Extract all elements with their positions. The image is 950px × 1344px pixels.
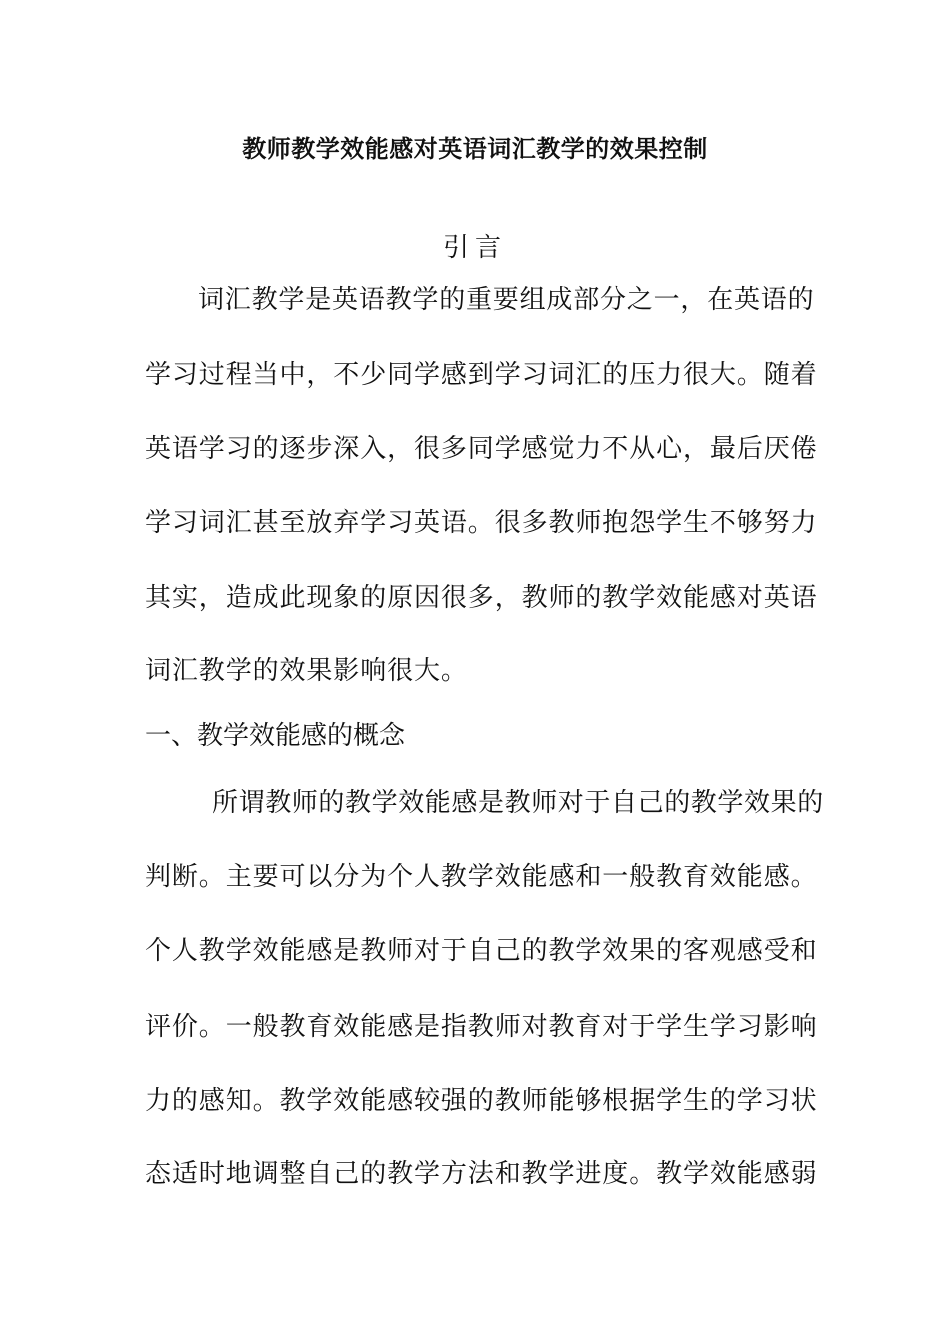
paragraph-line: 判断。主要可以分为个人教学效能感和一般教育效能感。 [145, 862, 818, 892]
paragraph-line: 态适时地调整自己的教学方法和教学进度。教学效能感弱 [145, 1159, 818, 1189]
paragraph-line: 学习词汇甚至放弃学习英语。很多教师抱怨学生不够努力 [145, 508, 818, 538]
paragraph-line: 词汇教学是英语教学的重要组成部分之一，在英语的 [198, 285, 815, 315]
paragraph-line: 评价。一般教育效能感是指教师对教育对于学生学习影响 [145, 1012, 818, 1042]
section-heading: 一、教学效能感的概念 [145, 721, 406, 751]
intro-heading: 引言 [442, 233, 507, 263]
paragraph-line: 英语学习的逐步深入，很多同学感觉力不从心，最后厌倦 [145, 434, 818, 464]
paragraph-line: 所谓教师的教学效能感是教师对于自己的教学效果的 [212, 788, 824, 818]
paragraph-line: 力的感知。教学效能感较强的教师能够根据学生的学习状 [145, 1086, 818, 1116]
paragraph-line: 学习过程当中，不少同学感到学习词汇的压力很大。随着 [145, 360, 818, 390]
paragraph-line: 个人教学效能感是教师对于自己的教学效果的客观感受和 [145, 936, 818, 966]
document-title: 教师教学效能感对英语词汇教学的效果控制 [242, 135, 708, 163]
paragraph-line: 词汇教学的效果影响很大。 [145, 656, 468, 686]
paragraph-line: 其实，造成此现象的原因很多，教师的教学效能感对英语 [145, 583, 818, 613]
